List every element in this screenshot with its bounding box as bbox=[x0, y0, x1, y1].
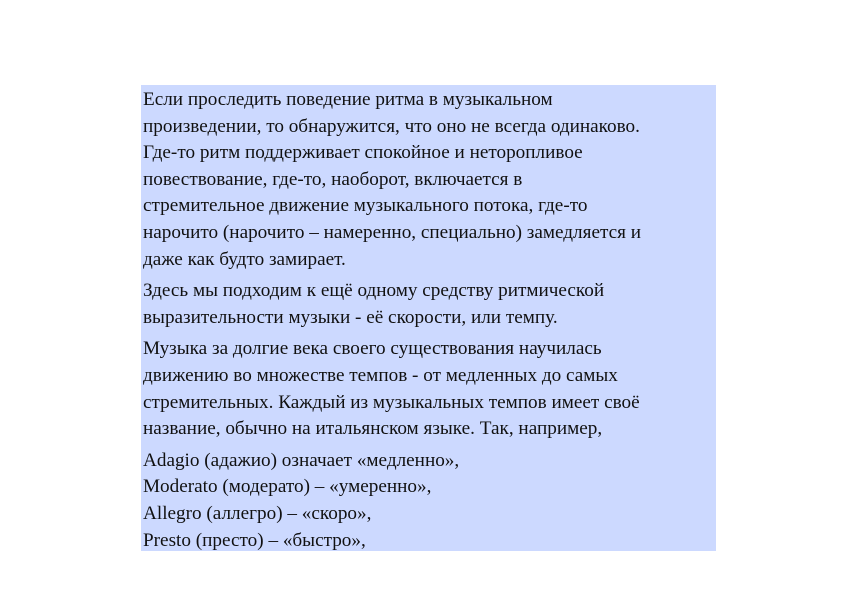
paragraph-tempo-intro bbox=[143, 278, 716, 331]
text-line: Здесь мы подходим к ещё одному средству ритмической bbox=[143, 280, 605, 302]
tempo-item-moderato: Moderato (модерато) – «умеренно», bbox=[143, 476, 432, 498]
tempo-list bbox=[143, 448, 716, 554]
text-line: стремительное движение музыкального потока, где-то bbox=[143, 195, 588, 217]
tempo-item-presto: Presto (престо) – «быстро», bbox=[143, 529, 366, 551]
text-box bbox=[141, 85, 716, 551]
text-line: произведении, то обнаружится, что оно не всегда одинаково. bbox=[143, 115, 640, 137]
text-line: Где-то ритм поддерживает спокойное и неторопливое bbox=[143, 142, 583, 164]
text-line: нарочито (нарочито – намеренно, специально) замедляется и bbox=[143, 221, 641, 243]
text-line: Музыка за долгие века своего существования научилась bbox=[143, 338, 602, 360]
text-line: даже как будто замирает. bbox=[143, 248, 346, 270]
text-line: выразительности музыки - её скорости, или темпу. bbox=[143, 306, 558, 328]
text-line: движению во множестве темпов - от медленных до самых bbox=[143, 364, 618, 386]
tempo-item-allegro: Allegro (аллегро) – «скоро», bbox=[143, 502, 372, 524]
paragraph-tempo-names bbox=[143, 336, 716, 442]
text-line: повествование, где-то, наоборот, включается в bbox=[143, 168, 523, 190]
text-line: название, обычно на итальянском языке. Так, например, bbox=[143, 418, 603, 440]
tempo-item-adagio: Adagio (адажио) означает «медленно», bbox=[143, 449, 460, 471]
text-line: Если проследить поведение ритма в музыкальном bbox=[143, 89, 553, 110]
paragraph-rhythm-behavior bbox=[143, 87, 716, 273]
text-line: стремительных. Каждый из музыкальных темпов имеет своё bbox=[143, 391, 640, 413]
